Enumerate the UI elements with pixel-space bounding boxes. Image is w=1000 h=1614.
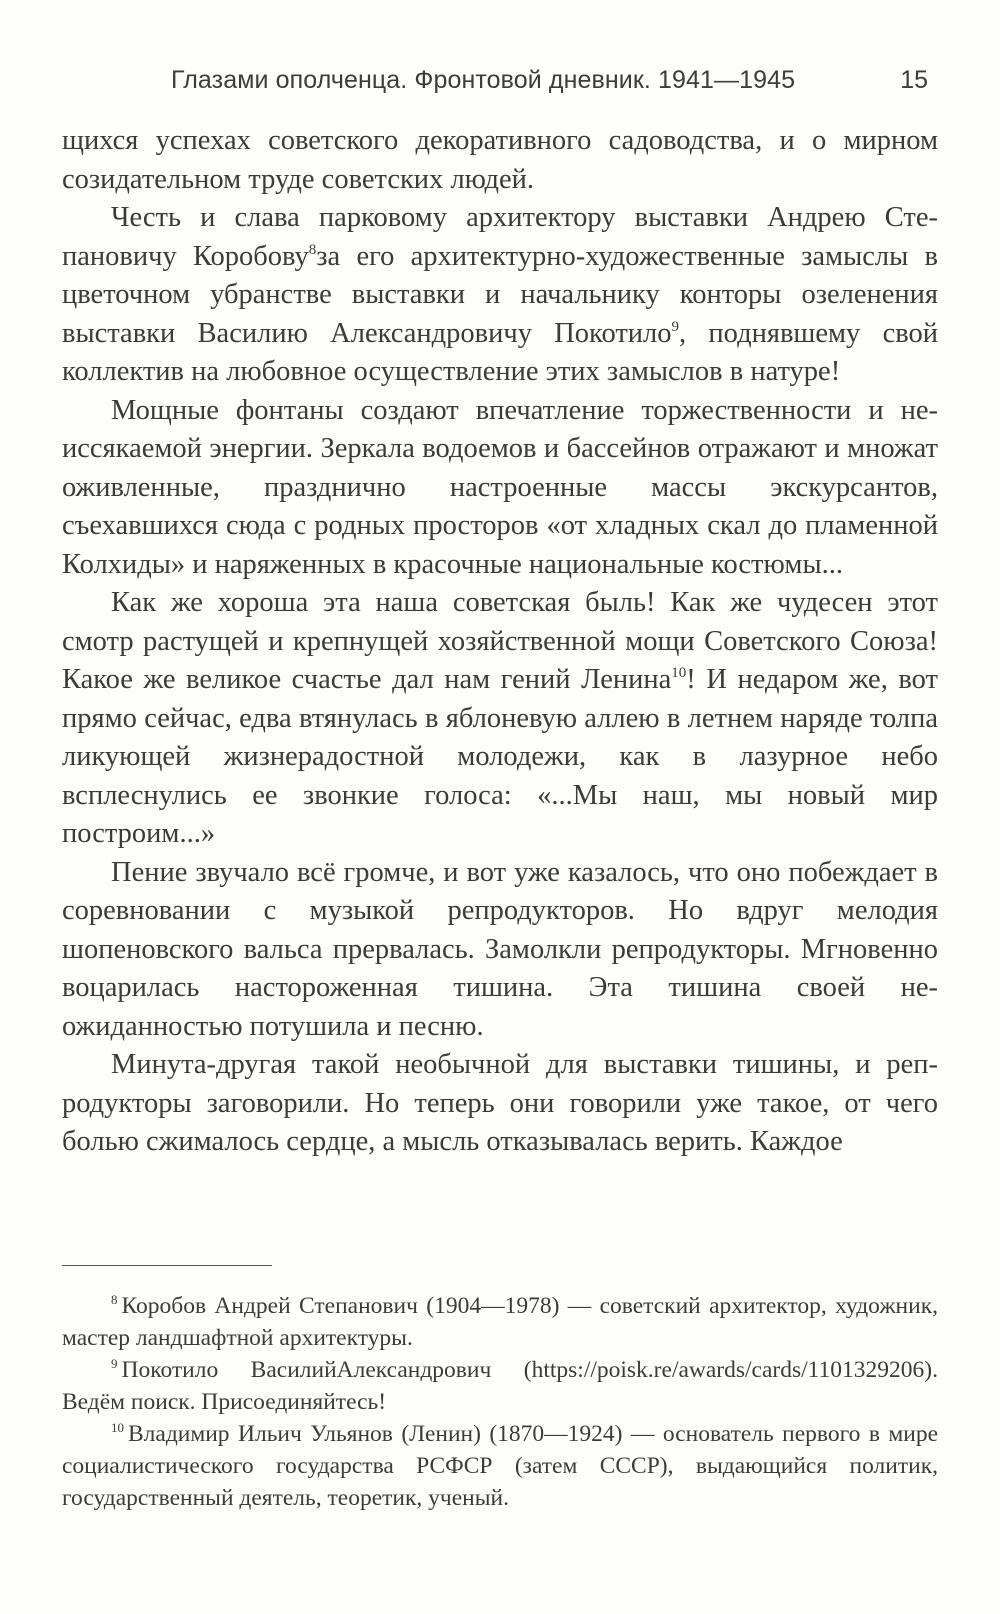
paragraph-4 [62, 584, 938, 854]
running-title: Глазами ополченца. Фронтовой дневник. 1941—1945 [171, 66, 796, 94]
footnote-8 [62, 1290, 938, 1354]
paragraph-4-text-a: Как же хороша эта наша советская быль! Как же чудесен этот смотр растущей и крепнущей хозяйственной мощи Советского Союза! Какое же великое счастье дал нам гений Ленина [62, 587, 938, 695]
paragraph-2-text-c: , поднявшему свой коллектив на любовное осуществление этих замыслов в натуре! [62, 317, 939, 387]
footnote-number: 8 [111, 1292, 118, 1307]
footnote-text: Коробов Андрей Степанович (1904—1978) — советский архитектор, художник, мастер ландшафтной архитектуры. [62, 1293, 938, 1351]
paragraph-3-text: Мощные фонтаны создают впечатление торжественности и неиссякаемой энергии. Зеркала водоемов и бассейнов отражают и множат оживленные, празднично настроенные массы экскурсантов, съехавшихся сюда с родных просторов «от хладных скал до пламенной Колхиды» и наряженных в красочные национальные костюмы... [62, 394, 938, 580]
paragraph-2 [62, 199, 938, 392]
paragraph-6-text: Минута-другая такой необычной для выставки тишины, и репродукторы заговорили. Но теперь они говорили уже такое, от чего болью сжималось сердце, а мысль отказывалась верить. Каждое [62, 1049, 938, 1157]
paragraph-6 [62, 1046, 938, 1162]
footnote-ref-9[interactable]: 9 [671, 318, 680, 335]
running-header [60, 62, 940, 102]
paragraph-5-text: Пение звучало всё громче, и вот уже казалось, что оно побеждает в соревновании с музыкой репродукторов. Но вдруг мелодия шопеновского вальса прервалась. Замолкли репродукторы. Мгновенно воцарилась настороженная тишина. Эта тишина своей неожиданностью потушила и песню. [62, 856, 938, 1042]
paragraph-5 [62, 854, 938, 1047]
footnotes [62, 1290, 938, 1514]
footnote-ref-8[interactable]: 8 [308, 241, 317, 258]
footnote-ref-10[interactable]: 10 [671, 665, 687, 681]
footnote-text: Владимир Ильич Ульянов (Ленин) (1870—1924) — основатель первого в мире социалистического государства РСФСР (затем СССР), выдающийся политик, государственный деятель, теоретик, ученый. [62, 1421, 938, 1511]
main-text [62, 122, 938, 1162]
paragraph-2-text-b: за его архитектурно-художественные замыслы в цветочном убранстве выставки и начальнику конторы озеленения выставки Василию Александровичу Покотило [62, 240, 938, 349]
footnote-text: Покотило ВасилийАлександрович (https://poisk.re/awards/cards/1101329206). Ведём поиск. Присоединяйтесь! [62, 1357, 938, 1415]
footnote-number: 9 [111, 1356, 118, 1371]
page-number: 15 [900, 66, 928, 94]
paragraph-1-text: щихся успехах советского декоративного садоводства, и о мирном созидательном труде советских людей. [62, 125, 938, 195]
footnote-divider [62, 1265, 272, 1266]
paragraph-1 [62, 122, 938, 199]
footnote-9 [62, 1354, 938, 1418]
footnote-10 [62, 1418, 938, 1514]
footnote-number: 10 [111, 1420, 124, 1435]
paragraph-3 [62, 392, 938, 585]
paragraph-2-text-a: Честь и слава парковому архитектору выставки Андрею Степановичу Коробову [62, 202, 938, 272]
paragraph-4-text-b: ! И недаром же, вот прямо сейчас, едва втянулась в яблоневую аллею в летнем наряде толпа ликующей жизнерадостной молодежи, как в лазурное небо всплеснулись ее звонкие голоса: «...Мы наш, мы новый мир построим...» [62, 664, 938, 849]
